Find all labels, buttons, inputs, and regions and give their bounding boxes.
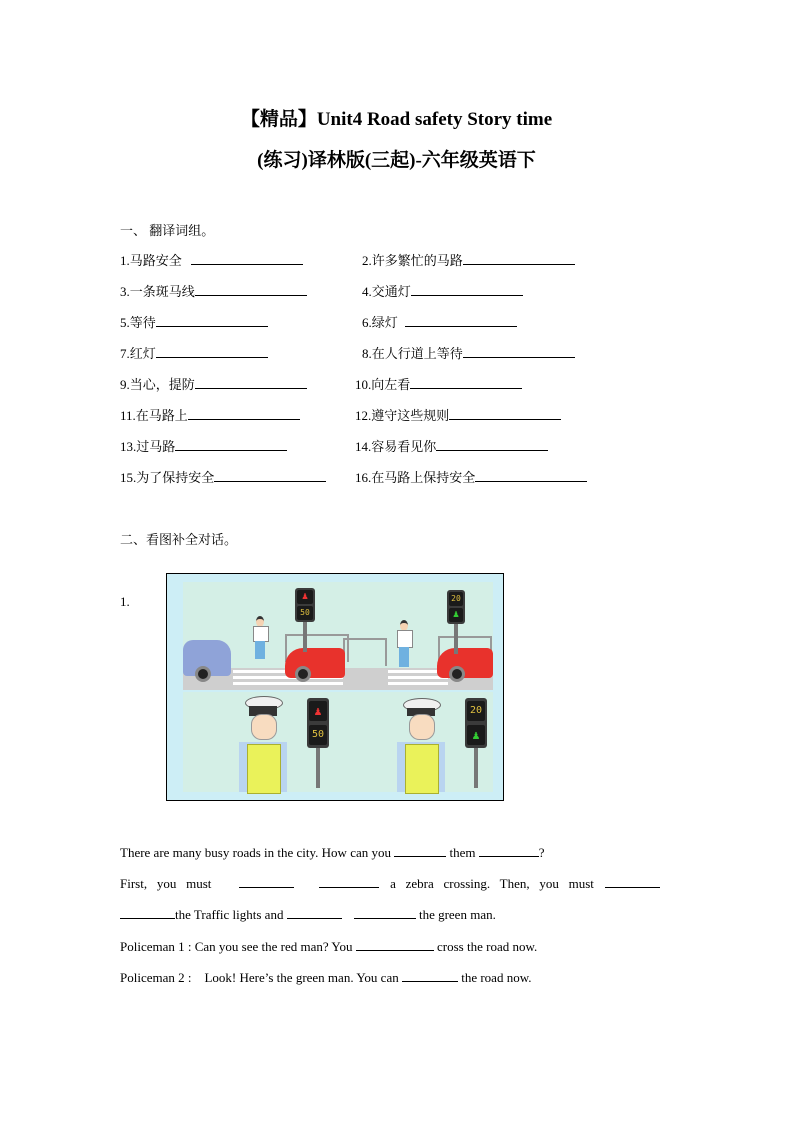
answer-blank[interactable] <box>195 283 307 296</box>
vocab-item-3: 3.一条斑马线 <box>120 281 307 300</box>
answer-blank[interactable] <box>436 438 548 451</box>
answer-blank[interactable] <box>463 252 575 265</box>
answer-blank[interactable] <box>120 906 175 919</box>
section2-heading: 二、看图补全对话。 <box>120 532 238 547</box>
vocab-item-12: 12.遵守这些规则 <box>355 405 561 424</box>
pedestrian-signal-green <box>447 590 465 624</box>
answer-blank[interactable] <box>475 469 587 482</box>
boy-crossing <box>397 620 411 670</box>
pedestrian-signal-red <box>307 698 329 748</box>
green-man-icon: ♟ <box>449 608 463 622</box>
vocab-item-15: 15.为了保持安全 <box>120 467 326 486</box>
vocab-item-9: 9.当心，提防 <box>120 374 307 393</box>
answer-blank[interactable] <box>405 314 517 327</box>
answer-blank[interactable] <box>191 252 303 265</box>
answer-blank[interactable] <box>410 376 522 389</box>
vocab-item-8: 8.在人行道上等待 <box>362 343 575 362</box>
answer-blank[interactable] <box>605 875 660 888</box>
answer-blank[interactable] <box>156 314 268 327</box>
red-car <box>437 648 493 678</box>
dialog-line-1: There are many busy roads in the city. How can you them ? <box>120 845 545 860</box>
question-number: 1. <box>120 594 130 609</box>
dialog-line-4: Policeman 1 : Can you see the red man? You cross the road now. <box>120 939 538 954</box>
answer-blank[interactable] <box>402 969 458 982</box>
answer-blank[interactable] <box>449 407 561 420</box>
countdown-display: 20 <box>467 701 485 721</box>
vocab-item-7: 7.红灯 <box>120 343 268 362</box>
answer-blank[interactable] <box>463 345 575 358</box>
answer-blank[interactable] <box>188 407 300 420</box>
answer-blank[interactable] <box>479 844 539 857</box>
vocab-item-10: 10.向左看 <box>355 374 522 393</box>
policeman-1 <box>233 696 303 792</box>
boy-waiting <box>253 616 267 660</box>
answer-blank[interactable] <box>411 283 523 296</box>
vocab-item-5: 5.等待 <box>120 312 268 331</box>
vocab-item-16: 16.在马路上保持安全 <box>355 467 587 486</box>
answer-blank[interactable] <box>175 438 287 451</box>
answer-blank[interactable] <box>287 906 342 919</box>
vocab-item-11: 11.在马路上 <box>120 405 300 424</box>
dialog-line-2: First, you must a zebra crossing. Then, you must <box>120 875 675 892</box>
red-man-icon: ♟ <box>297 590 313 604</box>
countdown-display: 50 <box>309 725 327 745</box>
policemen-scene <box>183 692 493 792</box>
car-wheel <box>195 666 211 682</box>
road-safety-illustration <box>166 573 504 801</box>
signal-pole <box>303 622 307 652</box>
pedestrian-signal-red <box>295 588 315 622</box>
vocab-item-13: 13.过马路 <box>120 436 287 455</box>
answer-blank[interactable] <box>354 906 416 919</box>
vocab-item-2: 2.许多繁忙的马路 <box>362 250 575 269</box>
car-wheel <box>449 666 465 682</box>
document-subtitle: (练习)译林版(三起)-六年级英语下 <box>257 150 536 171</box>
vocab-item-14: 14.容易看见你 <box>355 436 548 455</box>
signal-pole <box>316 748 320 788</box>
signal-pole <box>454 624 458 654</box>
red-car <box>285 648 345 678</box>
vocab-item-6: 6.绿灯 <box>362 312 517 331</box>
countdown-display: 20 <box>449 592 463 606</box>
answer-blank[interactable] <box>356 938 434 951</box>
vocab-item-4: 4.交通灯 <box>362 281 523 300</box>
pedestrian-signal-green <box>465 698 487 748</box>
answer-blank[interactable] <box>239 875 294 888</box>
answer-blank[interactable] <box>195 376 307 389</box>
signal-pole <box>474 748 478 788</box>
countdown-display: 50 <box>297 606 313 620</box>
green-man-icon: ♟ <box>467 725 485 745</box>
answer-blank[interactable] <box>394 844 446 857</box>
answer-blank[interactable] <box>156 345 268 358</box>
red-man-icon: ♟ <box>309 701 327 721</box>
section1-heading: 一、 翻译词组。 <box>120 223 215 238</box>
document-title: 【精品】Unit4 Road safety Story time <box>240 109 553 130</box>
policeman-2 <box>393 696 463 792</box>
vocab-item-1: 1.马路安全 <box>120 250 303 269</box>
answer-blank[interactable] <box>319 875 379 888</box>
dialog-line-5: Policeman 2 : Look! Here’s the green man. You can the road now. <box>120 970 532 985</box>
street-scene <box>183 582 493 690</box>
car-wheel <box>295 666 311 682</box>
railing <box>343 638 387 666</box>
dialog-line-3: the Traffic lights and the green man. <box>120 906 496 923</box>
answer-blank[interactable] <box>214 469 326 482</box>
